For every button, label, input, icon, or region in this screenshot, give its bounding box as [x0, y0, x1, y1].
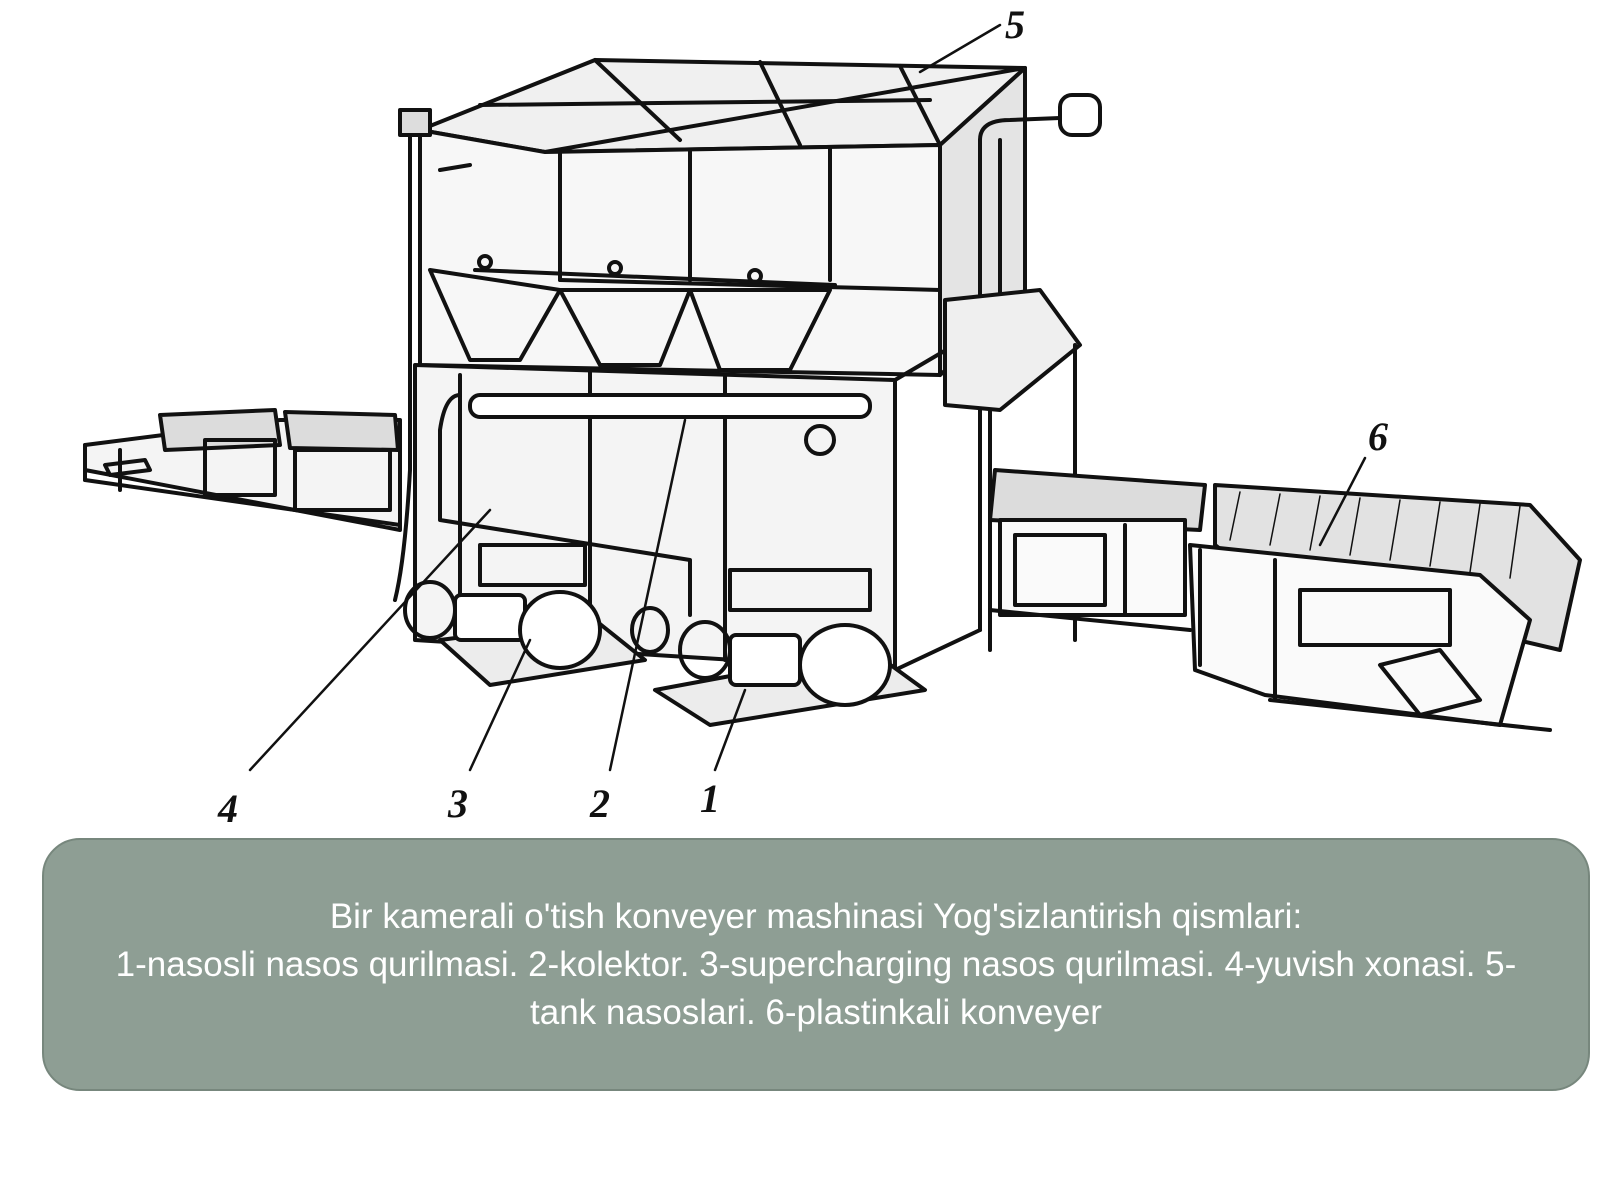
callout-4: 4	[218, 786, 238, 830]
callout-2: 2	[590, 781, 610, 826]
caption-title: Bir kamerali o'tish konveyer mashinasi Yog'sizlantirish qismlari:	[329, 896, 1303, 936]
callout-6: 6	[1368, 414, 1388, 459]
callout-1: 1	[700, 776, 720, 821]
caption-box	[42, 838, 1590, 1091]
caption-body: 1-nasosli nasos qurilmasi. 2-kolektor. 3-supercharging nasos qurilmasi. 4-yuvish xonasi. 5-tank nasoslari. 6-plastinkali konveyer	[115, 944, 1517, 1032]
callout-5: 5	[1005, 2, 1025, 47]
washing-chamber	[415, 60, 1025, 670]
right-conveyor	[990, 470, 1580, 730]
callout-3: 3	[448, 781, 468, 826]
left-conveyor	[85, 410, 400, 530]
